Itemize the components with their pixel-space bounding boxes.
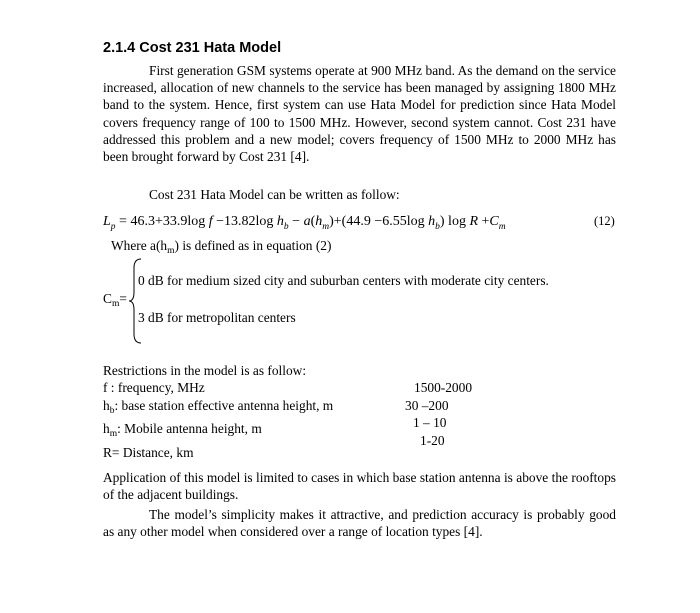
restriction-range: 1 – 10 (413, 415, 447, 430)
cost231-equation (103, 214, 618, 236)
cm-case-1: 0 dB for medium sized city and suburban centers with moderate city centers. (138, 273, 549, 288)
restriction-range: 1-20 (420, 432, 445, 448)
restriction-range: 1500-2000 (414, 380, 473, 395)
restriction-row: $h_m$: Mobile antenna height, m (103, 421, 262, 439)
intro-paragraph: First generation GSM systems operate at 900 MHz band. As the demand on the service increased, allocation of new channels to the service has been managed by assigning 1800 MHz band to the system. Hence, first system can use Hata Model for prediction since Hata Model covers frequency range of 100 to 1500 MHz. However, second system cannot. Cost 231 have addressed this problem and a new model; covers frequency of 1500 MHz to 2000 MHz has been brought forward by Cost 231 [4]. (103, 63, 616, 165)
eq-rhs: = 46.3+33.9log f −13.82log $h_b - a(h_m)+(44.9 -6.55\log$ $h_b$) $\log R +C_m$ (119, 214, 506, 232)
restriction-range: 30 –200 (405, 397, 449, 413)
section-heading: 2.1.4 Cost 231 Hata Model (103, 40, 282, 56)
equation-number: (12) (594, 214, 615, 228)
restrictions-intro: Restrictions in the model is as follow: (103, 363, 307, 378)
restriction-row: R= Distance, km (103, 444, 194, 460)
simplicity-paragraph: The model’s simplicity makes it attractive, and prediction accuracy is probably good as any other model when considered over a range of location types [4]. (103, 507, 616, 540)
cm-case-2: 3 dB for metropolitan centers (138, 310, 296, 325)
model-written-as-line: Cost 231 Hata Model can be written as follow: (149, 187, 400, 202)
restriction-row: f : frequency, MHz (103, 380, 205, 395)
where-line: Where $a(h_m)$ is defined as in equation (2) (111, 238, 332, 256)
restrictions-table (103, 379, 333, 461)
eq-lhs: $L_p$ (103, 214, 116, 232)
restriction-row: $h_b$: base station effective antenna height, m (103, 397, 334, 416)
curly-brace (128, 258, 142, 344)
cm-label: $C_m=$ (103, 291, 127, 309)
application-paragraph: Application of this model is limited to cases in which base station antenna is above the rooftops of the adjacent buildings. (103, 470, 616, 503)
